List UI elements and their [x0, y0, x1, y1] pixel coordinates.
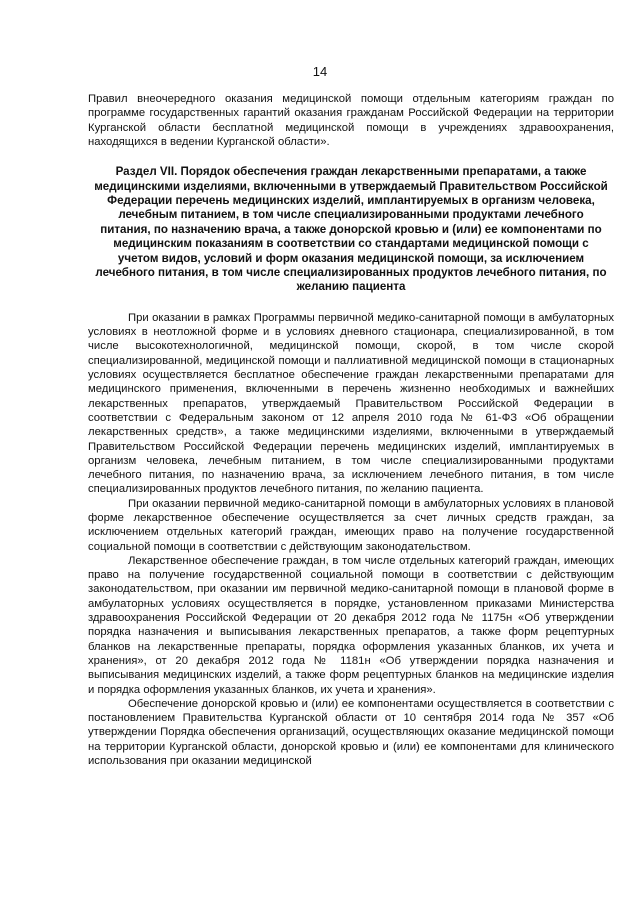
body-paragraph-1: При оказании в рамках Программы первичной медико-санитарной помощи в амбулаторных условиях в неотложной форме и в условиях дневного стационара, специализированной, в том числе высокотехнологичной, медицинской помощи, скорой, в том числе скорой специализированной, медицинской помощи и паллиативной медицинской помощи в стационарных условиях осуществляется бесплатное обеспечение граждан лекарственными препаратами для медицинского применения, включенными в перечень жизненно необходимых и важнейших лекарственных препаратов, утверждаемый Правительством Российской Федерации в соответствии с Федеральным законом от 12 апреля 2010 года № 61-ФЗ «Об обращении лекарственных средств», а также медицинскими изделиями, включенными в утверждаемый Правительством Российской Федерации перечень медицинских изделий, имплантируемых в организм человека, лечебным питанием, в том числе специализированными продуктами лечебного питания, по назначению врача, за исключением лечебного питания, в том числе специализированных продуктов лечебного питания, по желанию пациента. — [88, 311, 614, 496]
section-title: Раздел VII. Порядок обеспечения граждан лекарственными препаратами, а также медицинскими изделиями, включенными в утверждаемый Правительством Российской Федерации перечень медицинских изделий, имплантируемых в организм человека, лечебным питанием, в том числе специализированными продуктами лечебного питания, по назначению врача, а также донорской кровью и (или) ее компонентами по медицинским показаниям в соответствии со стандартами медицинской помощи с учетом видов, условий и форм оказания медицинской помощи, за исключением лечебного питания, в том числе специализированных продуктов лечебного питания, по желанию пациента — [94, 165, 608, 294]
page-number: 14 — [312, 64, 328, 79]
intro-paragraph: Правил внеочередного оказания медицинской помощи отдельным категориям граждан по программе государственных гарантий оказания гражданам Российской Федерации на территории Курганской области бесплатной медицинской помощи в учреждениях здравоохранения, находящихся в ведении Курганской области». — [88, 93, 614, 148]
body-paragraph-2: При оказании первичной медико-санитарной помощи в амбулаторных условиях в плановой форме лекарственное обеспечение осуществляется за счет личных средств граждан, за исключением отдельных категорий граждан, имеющих право на получение государственной социальной помощи в соответствии с действующим законодательством. — [88, 497, 614, 553]
document-body — [88, 92, 614, 768]
body-paragraph-4: Обеспечение донорской кровью и (или) ее компонентами осуществляется в соответствии с постановлением Правительства Курганской области от 10 сентября 2014 года № 357 «Об утверждении Порядка обеспечения организаций, осуществляющих оказание медицинской помощи на территории Курганской области, донорской кровью и (или) ее компонентами для клинического использования при оказании медицинской — [88, 697, 614, 768]
body-paragraph-3: Лекарственное обеспечение граждан, в том числе отдельных категорий граждан, имеющих право на получение государственной социальной помощи в соответствии с действующим законодательством, при оказании им первичной медико-санитарной помощи в плановой форме в амбулаторных условиях осуществляется в порядке, установленном приказами Министерства здравоохранения Российской Федерации от 20 декабря 2012 года № 1175н «Об утверждении порядка назначения и выписывания лекарственных препаратов, а также форм рецептурных бланков на лекарственные препараты, порядка оформления указанных бланков, их учета и хранения», от 20 декабря 2012 года № 1181н «Об утверждении порядка назначения и выписывания медицинских изделий, а также форм рецептурных бланков на медицинские изделия и порядка оформления указанных бланков, их учета и хранения». — [88, 554, 614, 696]
